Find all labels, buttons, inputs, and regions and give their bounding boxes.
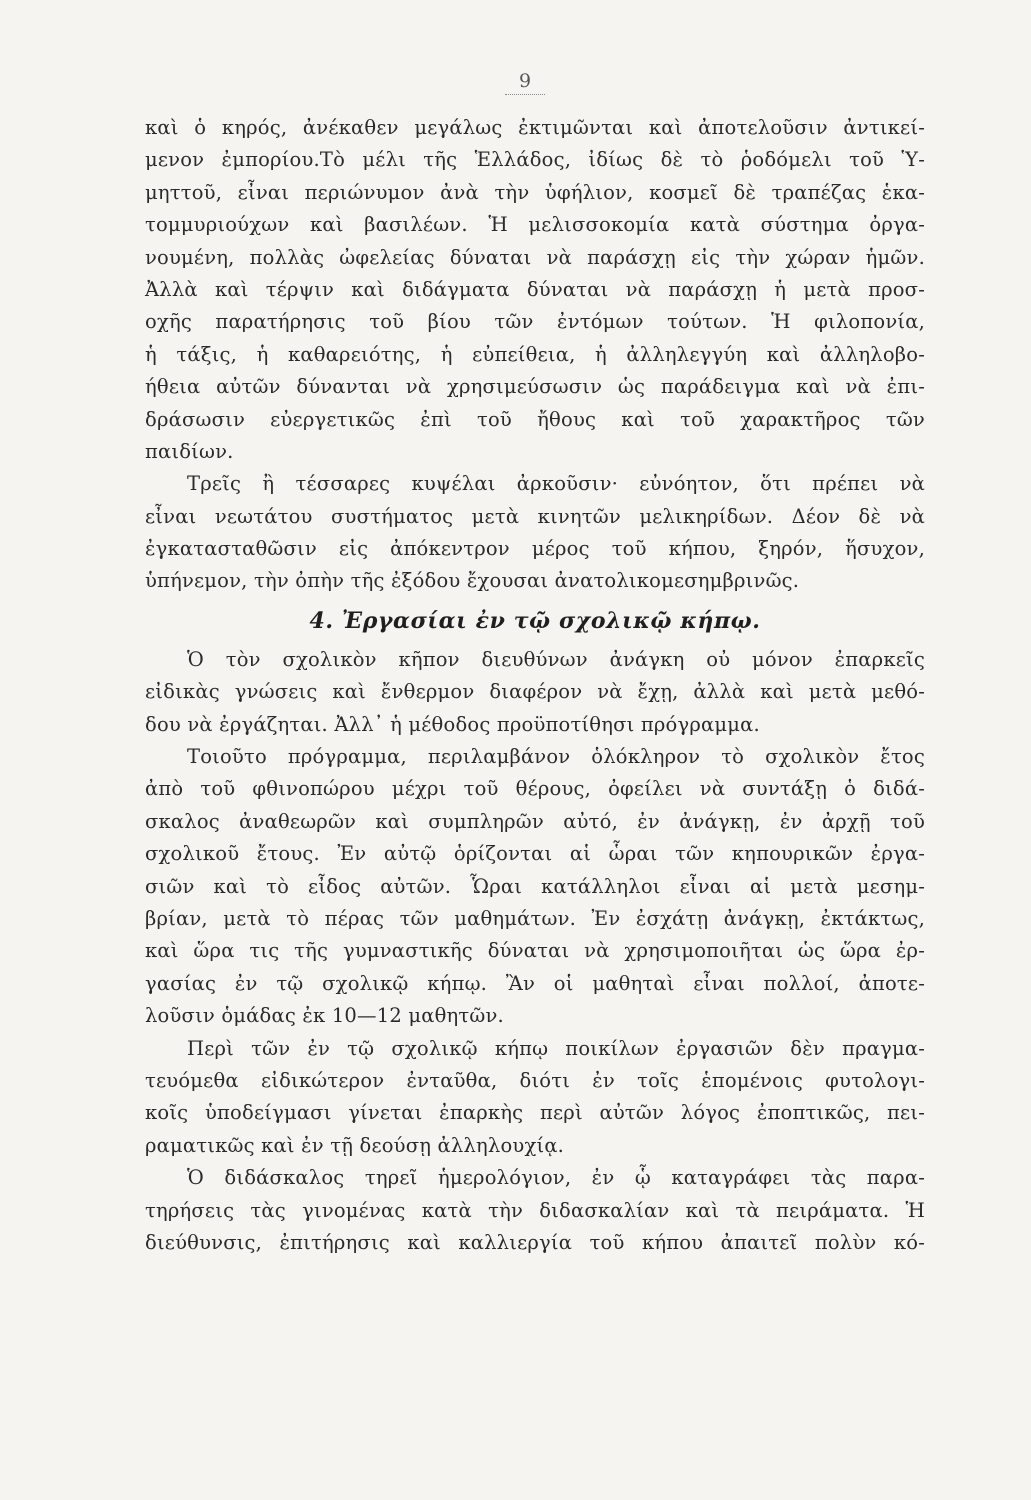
text-line: δράσωσιν εὐεργετικῶς ἐπὶ τοῦ ἤθους καὶ τοῦ χαρακτῆρος τῶν	[145, 407, 925, 431]
text-line: διεύθυνσις, ἐπιτήρησις καὶ καλλιεργία τοῦ κήπου ἀπαιτεῖ πολὺν κό-	[145, 1230, 925, 1254]
text-line: καὶ ὁ κηρός, ἀνέκαθεν μεγάλως ἐκτιμῶνται καὶ ἀποτελοῦσιν ἀντικεί-	[145, 116, 925, 139]
text-line: σκαλος ἀναθεωρῶν καὶ συμπληρῶν αὐτό, ἐν ἀνάγκῃ, ἐν ἀρχῇ τοῦ	[145, 809, 925, 833]
paragraph	[145, 1033, 925, 1163]
page-number-container	[480, 70, 570, 95]
page-number: 9	[505, 70, 545, 95]
text-line: γασίας ἐν τῷ σχολικῷ κήπῳ. Ἂν οἱ μαθηταὶ εἶναι πολλοί, ἀποτε-	[145, 971, 925, 995]
text-line: Ὁ τὸν σχολικὸν κῆπον διευθύνων ἀνάγκη οὐ μόνον ἐπαρκεῖς	[187, 647, 925, 671]
text-line: τευόμεθα εἰδικώτερον ἐνταῦθα, διότι ἐν τοῖς ἑπομένοις φυτολογι-	[145, 1068, 925, 1092]
paragraph	[145, 468, 925, 598]
section-heading: 4. Ἐργασίαι ἐν τῷ σχολικῷ κήπῳ.	[309, 607, 761, 634]
text-line: ἐγκατασταθῶσιν εἰς ἀπόκεντρον μέρος τοῦ κήπου, ξηρόν, ἥσυχον,	[145, 537, 925, 561]
paragraph	[145, 644, 925, 741]
text-line: σχολικοῦ ἔτους. Ἐν αὐτῷ ὁρίζονται αἱ ὧραι τῶν κηπουρικῶν ἐργα-	[145, 842, 925, 866]
text-line: μηττοῦ, εἶναι περιώνυμον ἀνὰ τὴν ὑφήλιον, κοσμεῖ δὲ τραπέζας ἑκα-	[145, 180, 925, 204]
text-line: ραματικῶς καὶ ἐν τῇ δεούσῃ ἀλληλουχίᾳ.	[145, 1133, 565, 1157]
text-line: νουμένη, πολλὰς ὠφελείας δύναται νὰ παράσχῃ εἰς τὴν χώραν ἡμῶν.	[145, 245, 925, 269]
paragraph	[145, 1162, 925, 1259]
body-text	[145, 112, 925, 1259]
text-line: λοῦσιν ὁμάδας ἐκ 10—12 μαθητῶν.	[145, 1004, 504, 1028]
text-line: σιῶν καὶ τὸ εἶδος αὐτῶν. Ὧραι κατάλληλοι εἶναι αἱ μετὰ μεσημ-	[145, 874, 925, 898]
text-line: καὶ ὥρα τις τῆς γυμναστικῆς δύναται νὰ χρησιμοποιῆται ὡς ὥρα ἐρ-	[145, 939, 925, 963]
text-line: εἶναι νεωτάτου συστήματος μετὰ κινητῶν μελικηρίδων. Δέον δὲ νὰ	[145, 504, 925, 528]
text-line: ήθεια αὐτῶν δύνανται νὰ χρησιμεύσωσιν ὡς παράδειγμα καὶ νὰ ἐπι-	[145, 375, 925, 399]
text-line: Περὶ τῶν ἐν τῷ σχολικῷ κήπῳ ποικίλων ἐργασιῶν δὲν πραγμα-	[187, 1036, 925, 1060]
paragraph	[145, 741, 925, 1033]
text-line: ἡ τάξις, ἡ καθαρειότης, ἡ εὐπείθεια, ἡ ἀλληλεγγύη καὶ ἀλληλοβο-	[145, 342, 925, 366]
text-line: παιδίων.	[145, 439, 234, 463]
text-line: ὑπήνεμον, τὴν ὀπὴν τῆς ἐξόδου ἔχουσαι ἀνατολικομεσημβρινῶς.	[145, 569, 800, 593]
text-line: οχῆς παρατήρησις τοῦ βίου τῶν ἐντόμων τούτων. Ἡ φιλοπονία,	[145, 310, 925, 334]
text-line: εἰδικὰς γνώσεις καὶ ἔνθερμον διαφέρον νὰ ἔχῃ, ἀλλὰ καὶ μετὰ μεθό-	[145, 680, 925, 704]
text-line: Τοιοῦτο πρόγραμμα, περιλαμβάνον ὁλόκληρον τὸ σχολικὸν ἔτος	[187, 745, 925, 769]
text-line: μενον ἐμπορίου.Τὸ μέλι τῆς Ἑλλάδος, ἰδίως δὲ τὸ ῥοδόμελι τοῦ Ὑ-	[145, 148, 925, 172]
text-line: δου νὰ ἐργάζηται. Ἀλλ᾽ ἡ μέθοδος προϋποτίθησι πρόγραμμα.	[145, 712, 760, 736]
paragraph	[145, 112, 925, 468]
text-line: ἀπὸ τοῦ φθινοπώρου μέχρι τοῦ θέρους, ὀφείλει νὰ συντάξῃ ὁ διδά-	[145, 777, 925, 801]
text-line: κοῖς ὑποδείγμασι γίνεται ἐπαρκὴς περὶ αὐτῶν λόγος ἐποπτικῶς, πει-	[145, 1101, 925, 1125]
text-line: Ἀλλὰ καὶ τέρψιν καὶ διδάγματα δύναται νὰ παράσχῃ ἡ μετὰ προσ-	[145, 277, 925, 301]
text-line: Ὁ διδάσκαλος τηρεῖ ἡμερολόγιον, ἐν ᾧ καταγράφει τὰς παρα-	[187, 1166, 925, 1190]
text-line: Τρεῖς ἢ τέσσαρες κυψέλαι ἀρκοῦσιν· εὐνόητον, ὅτι πρέπει νὰ	[187, 472, 925, 496]
text-line: βρίαν, μετὰ τὸ πέρας τῶν μαθημάτων. Ἐν ἐσχάτῃ ἀνάγκῃ, ἐκτάκτως,	[145, 906, 925, 930]
text-line: τηρήσεις τὰς γινομένας κατὰ τὴν διδασκαλίαν καὶ τὰ πειράματα. Ἡ	[145, 1198, 925, 1222]
text-line: τομμυριούχων καὶ βασιλέων. Ἡ μελισσοκομία κατὰ σύστημα ὀργα-	[145, 213, 925, 237]
